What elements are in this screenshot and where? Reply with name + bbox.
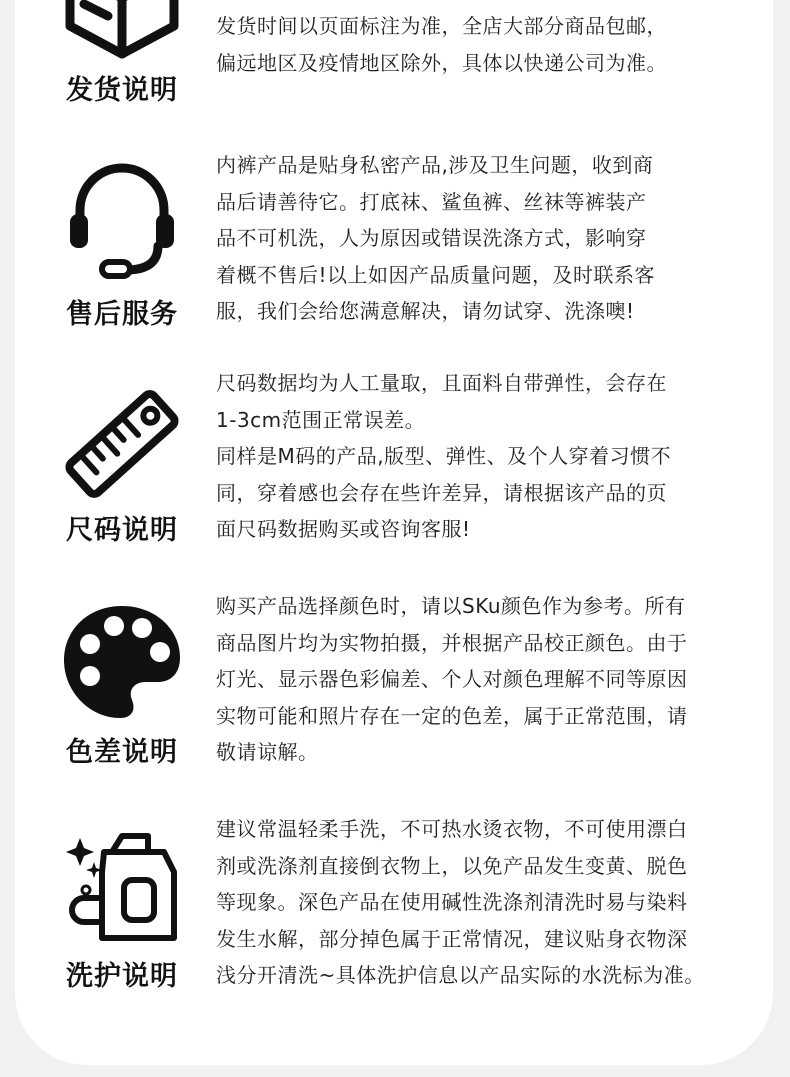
text-line: 1-3cm范围正常误差。 bbox=[216, 407, 426, 432]
text-line: 品后请善待它。打底袜、鲨鱼裤、丝袜等裤装产 bbox=[216, 189, 647, 214]
text-line: 同，穿着感也会存在些许差异，请根据该产品的页 bbox=[216, 480, 667, 505]
section-text bbox=[216, 811, 736, 994]
text-line: 面尺码数据购买或咨询客服! bbox=[216, 517, 471, 541]
text-line: 等现象。深色产品在使用碱性洗涤剂清洗时易与染料 bbox=[216, 890, 688, 914]
section-text bbox=[216, 365, 736, 548]
box-icon bbox=[62, 0, 182, 62]
text-line: 剂或洗涤剂直接倒衣物上，以免产品发生变黄、脱色 bbox=[216, 853, 688, 878]
text-line: 灯光、显示器色彩偏差、个人对颜色理解不同等原因 bbox=[216, 667, 688, 691]
text-line: 尺码数据均为人工量取，且面料自带弹性，会存在 bbox=[216, 371, 667, 395]
headset-icon bbox=[62, 162, 182, 282]
text-line: 发生水解，部分掉色属于正常情况，建议贴身衣物深 bbox=[216, 926, 688, 951]
detergent-bottle-icon bbox=[62, 828, 182, 948]
text-line: 偏远地区及疫情地区除外，具体以快递公司为准。 bbox=[216, 50, 667, 75]
ruler-icon bbox=[62, 384, 182, 504]
text-line: 商品图片均为实物拍摄，并根据产品校正颜色。由于 bbox=[216, 630, 688, 655]
text-line: 着概不售后!以上如因产品质量问题，及时联系客 bbox=[216, 262, 656, 287]
section-title: 售后服务 bbox=[66, 299, 178, 330]
section-title: 尺码说明 bbox=[66, 515, 178, 546]
text-line: 浅分开清洗~具体洗护信息以产品实际的水洗标为准。 bbox=[216, 963, 705, 987]
section-title: 色差说明 bbox=[66, 737, 178, 768]
palette-icon bbox=[62, 602, 182, 722]
section-title: 发货说明 bbox=[66, 75, 178, 106]
text-line: 服，我们会给您满意解决，请勿试穿、洗涤噢! bbox=[216, 299, 635, 323]
text-line: 内裤产品是贴身私密产品,涉及卫生问题，收到商 bbox=[216, 153, 654, 177]
section-text bbox=[216, 8, 736, 81]
section-text bbox=[216, 147, 736, 330]
text-line: 购买产品选择颜色时，请以SKu颜色作为参考。所有 bbox=[216, 594, 686, 618]
text-line: 同样是M码的产品,版型、弹性、及个人穿着习惯不 bbox=[216, 444, 672, 468]
text-line: 发货时间以页面标注为准，全店大部分商品包邮， bbox=[216, 14, 667, 38]
text-line: 品不可机洗，人为原因或错误洗涤方式，影响穿 bbox=[216, 226, 647, 250]
text-line: 敬请谅解。 bbox=[216, 740, 319, 764]
section-text bbox=[216, 588, 736, 771]
text-line: 建议常温轻柔手洗，不可热水烫衣物，不可使用漂白 bbox=[216, 817, 688, 841]
text-line: 实物可能和照片存在一定的色差，属于正常范围，请 bbox=[216, 703, 688, 728]
section-title: 洗护说明 bbox=[66, 961, 178, 992]
